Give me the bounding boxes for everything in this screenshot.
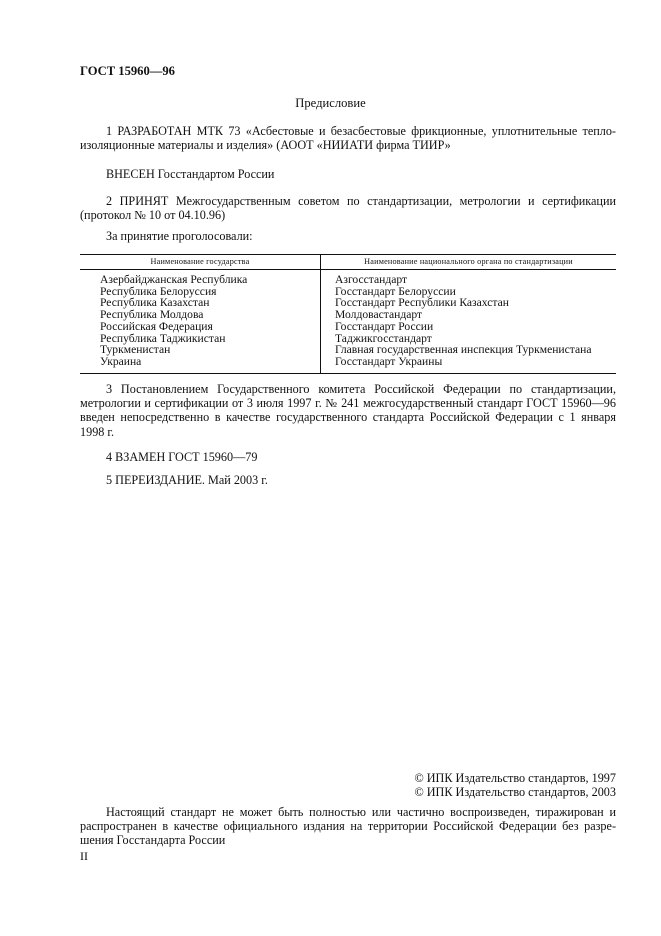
page-number: II: [80, 849, 88, 863]
table-header-state: Наименование государства: [80, 255, 321, 270]
paragraph-3-line-3: введен непосредственно в качестве государственного стандарта Российской Федерации с 1 января: [80, 410, 616, 425]
copyright-line: © ИПК Издательство стандартов, 1997: [414, 771, 616, 785]
paragraph-2-line-2: (протокол № 10 от 04.10.96): [80, 208, 226, 223]
paragraph-1-line-2: изоляционные материалы и изделия» (АООТ «НИИАТИ фирма ТИИР»: [80, 138, 451, 153]
paragraph-5: 5 ПЕРЕИЗДАНИЕ. Май 2003 г.: [106, 473, 268, 487]
table-row-state: Республика Белоруссия: [100, 284, 217, 298]
standard-code: ГОСТ 15960—96: [80, 64, 175, 78]
paragraph-3-line-2: метрологии и сертификации от 3 июля 1997 г. № 241 межгосударственный стандарт ГОСТ 15960—96: [80, 396, 616, 411]
table-row-body: Молдовастандарт: [335, 308, 423, 322]
table-row-body: Госстандарт России: [335, 319, 434, 333]
paragraph-1-line-1: 1 РАЗРАБОТАН МТК 73 «Асбестовые и безасбестовые фрикционные, уплотнительные тепло-: [106, 124, 616, 138]
table-header-body: Наименование национального органа по стандартизации: [321, 255, 617, 270]
paragraph-2: [80, 194, 616, 222]
table-row-body: Госстандарт Республики Казахстан: [335, 296, 509, 310]
table-row-body: Госстандарт Украины: [335, 354, 443, 368]
table-row-state: Республика Таджикистан: [100, 331, 226, 345]
page-title: Предисловие: [295, 96, 366, 110]
paragraph-4: 4 ВЗАМЕН ГОСТ 15960—79: [106, 450, 258, 464]
copyright-line: © ИПК Издательство стандартов, 2003: [414, 785, 616, 799]
table-row-body: Главная государственная инспекция Туркменистана: [335, 343, 592, 357]
notice-line-2: распространен в качестве официального издания на территории Российской Федерации без разре-: [80, 819, 616, 834]
paragraph-2-line-1: 2 ПРИНЯТ Межгосударственным советом по стандартизации, метрологии и сертификации: [106, 194, 616, 208]
table-row-state: Украина: [100, 354, 142, 368]
table-row-body: Таджикгосстандарт: [335, 331, 432, 345]
table-row-state: Российская Федерация: [100, 319, 213, 333]
table-row-body: Азгосстандарт: [335, 273, 408, 286]
paragraph-3-line-4: 1998 г.: [80, 424, 115, 439]
voting-table: [80, 254, 616, 374]
paragraph-1: [80, 124, 616, 152]
states-column: [80, 270, 321, 374]
table-row-state: Азербайджанская Республика: [100, 273, 248, 286]
reproduction-notice: [80, 805, 616, 848]
notice-line-3: шения Госстандарта России: [80, 833, 226, 848]
paragraph-vote: За принятие проголосовали:: [106, 229, 253, 243]
bodies-column: [321, 270, 617, 374]
table-row-state: Республика Казахстан: [100, 296, 210, 310]
copyright-block: [414, 771, 616, 799]
paragraph-vnesen: ВНЕСЕН Госстандартом России: [106, 167, 275, 181]
paragraph-3: [80, 382, 616, 439]
table-row-body: Госстандарт Белоруссии: [335, 284, 456, 298]
paragraph-3-line-1: 3 Постановлением Государственного комитета Российской Федерации по стандартизации,: [106, 382, 616, 396]
table-row-state: Туркменистан: [100, 343, 171, 357]
notice-line-1: Настоящий стандарт не может быть полностью или частично воспроизведен, тиражирован и: [106, 805, 616, 819]
table-row-state: Республика Молдова: [100, 308, 204, 322]
